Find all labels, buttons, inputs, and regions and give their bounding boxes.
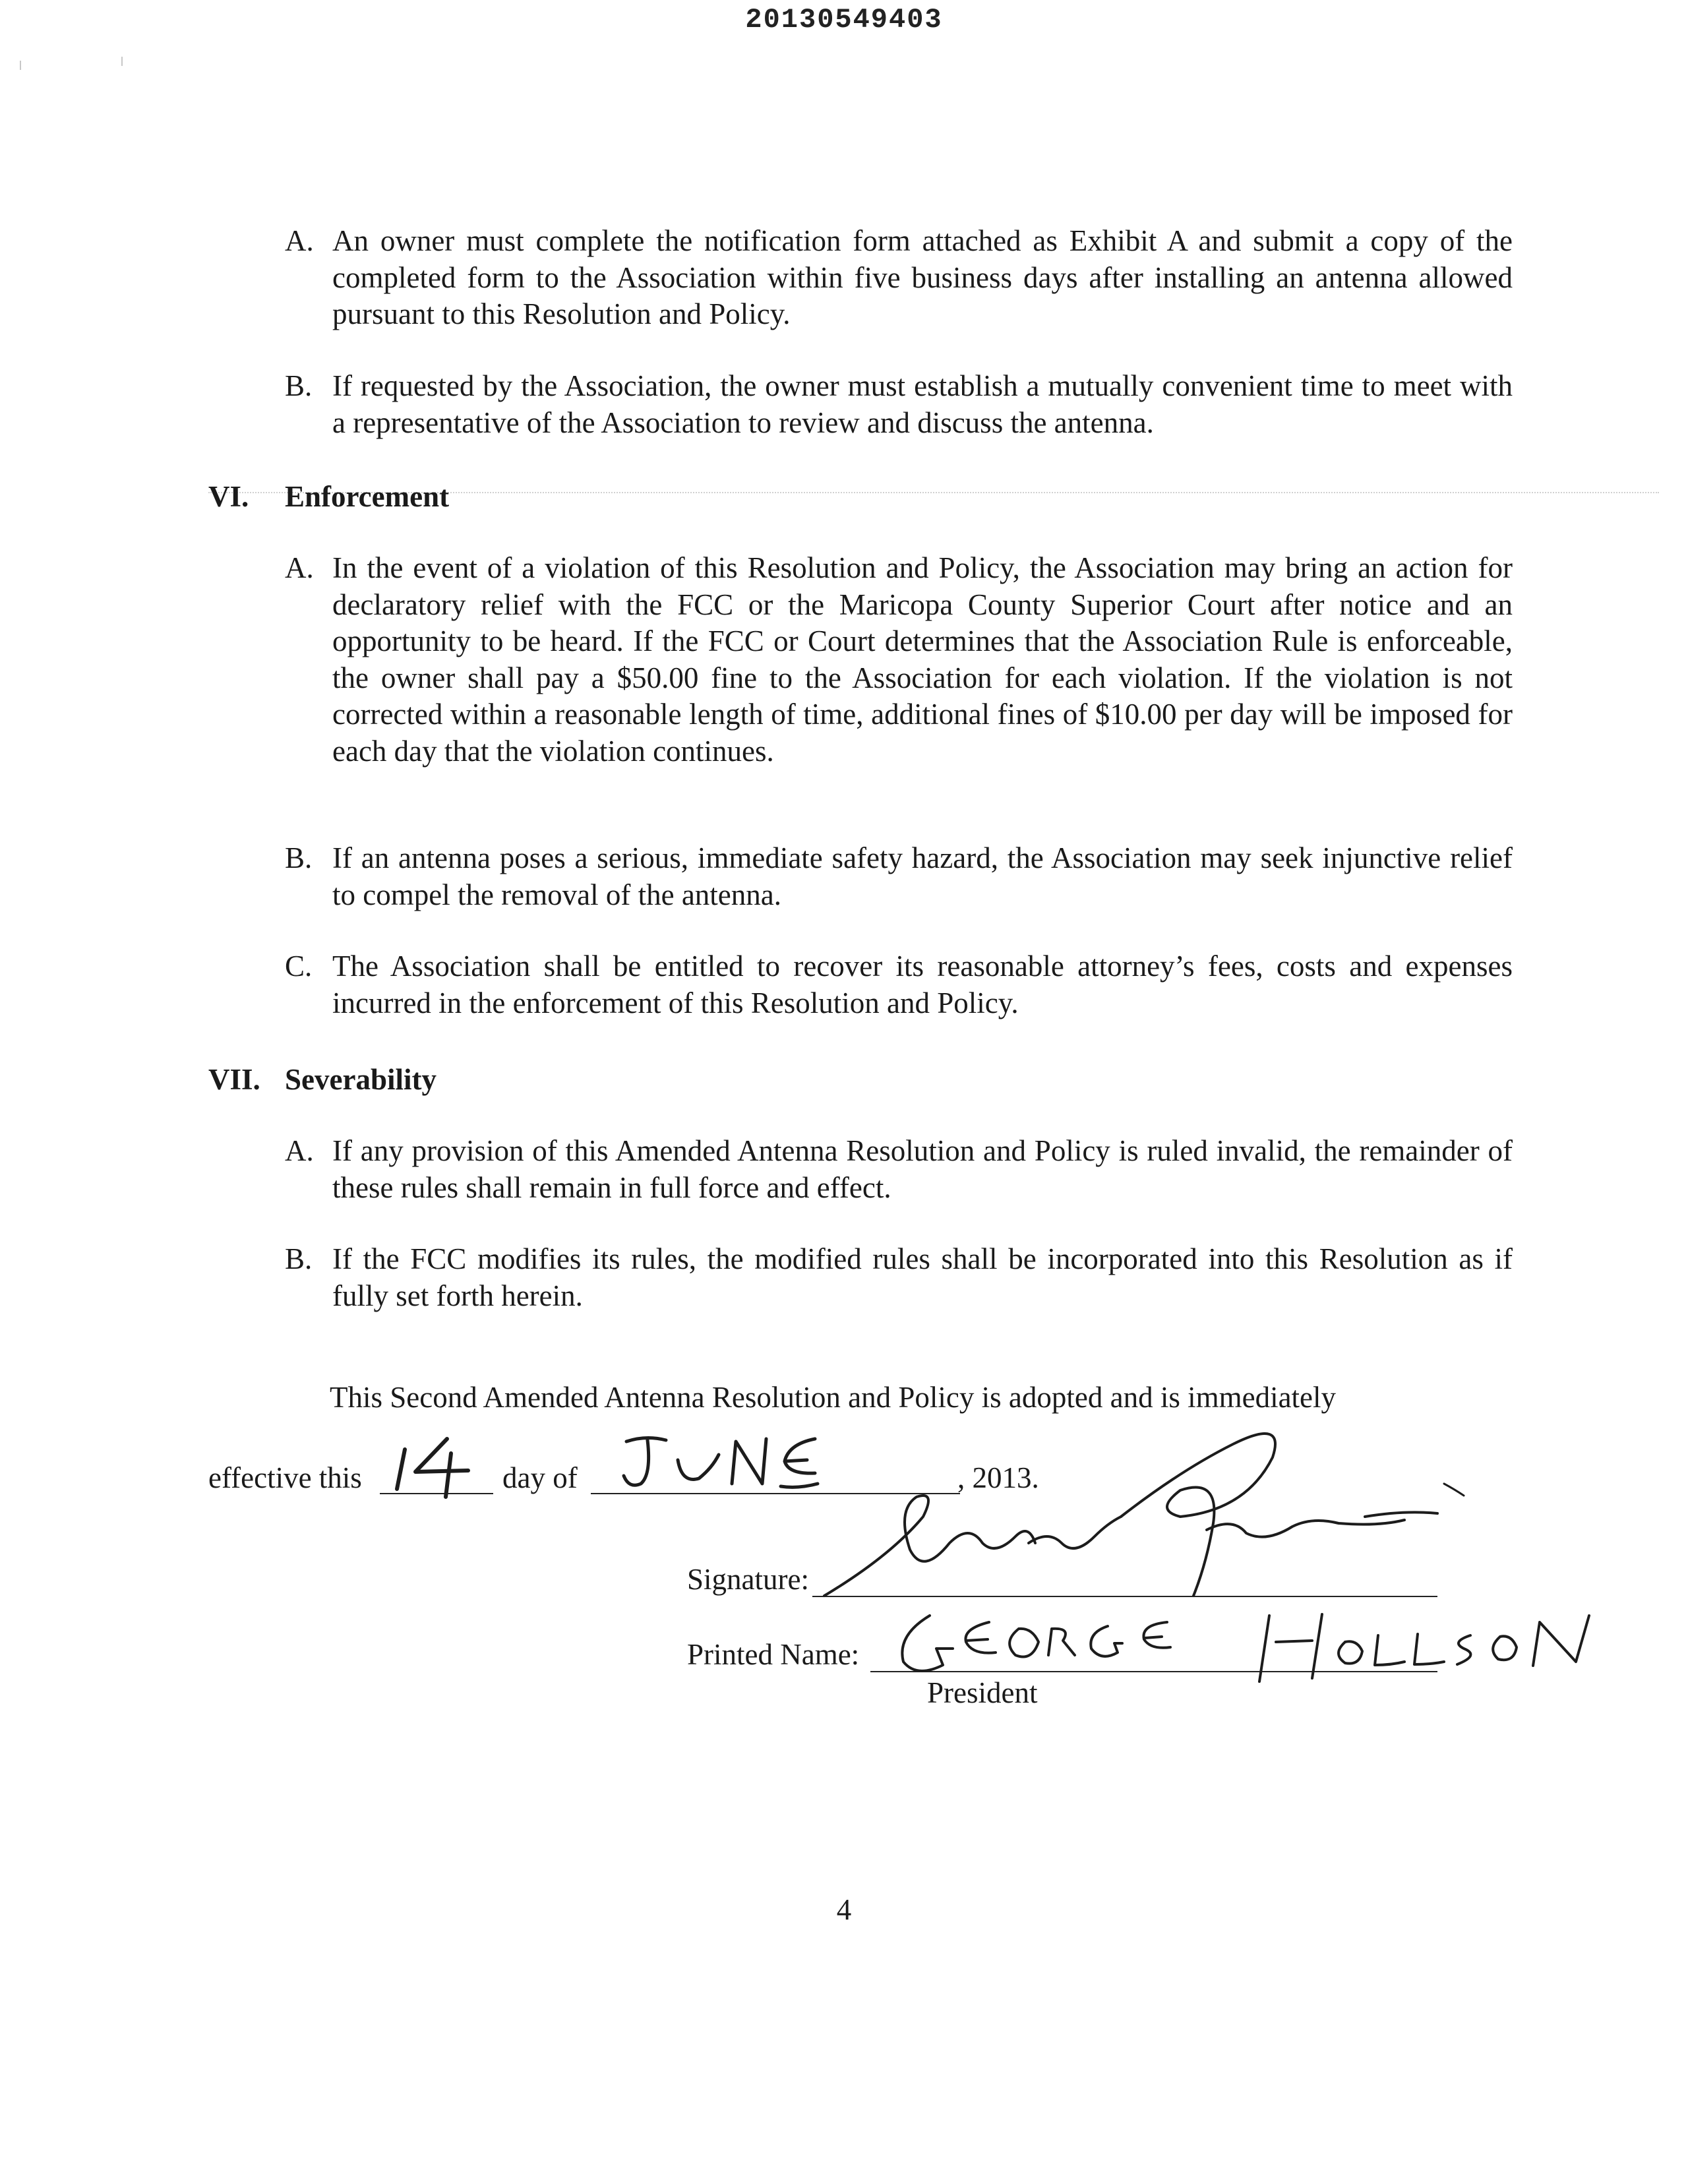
handwriting-stroke bbox=[1143, 1622, 1170, 1648]
item-text: The Association shall be entitled to recover its reasonable attorney’s fees, costs and expenses incurred in the enforcement of this Resolution and Policy. bbox=[332, 950, 1513, 1019]
handwriting-stroke bbox=[1457, 1635, 1470, 1664]
handwriting-stroke bbox=[1533, 1616, 1589, 1666]
handwriting-stroke bbox=[1048, 1629, 1075, 1655]
handwriting-stroke bbox=[1121, 1434, 1275, 1596]
year-text: , 2013. bbox=[957, 1461, 1039, 1494]
list-item bbox=[285, 948, 1513, 1021]
item-text: If an antenna poses a serious, immediate safety hazard, the Association may seek injunctive relief to compel the removal of the antenna. bbox=[332, 841, 1513, 911]
section-number: VI. bbox=[208, 480, 249, 513]
printed-name-label: Printed Name: bbox=[687, 1638, 860, 1671]
section-heading-enforcement bbox=[208, 479, 449, 515]
effective-prefix: effective this bbox=[208, 1461, 362, 1494]
handwriting-stroke bbox=[1365, 1512, 1437, 1517]
day-of-label: day of bbox=[502, 1461, 578, 1494]
item-label: B. bbox=[285, 1242, 313, 1275]
handwriting-stroke bbox=[1010, 1629, 1039, 1657]
page-number: 4 bbox=[836, 1893, 852, 1926]
handwriting-stroke bbox=[1444, 1484, 1464, 1496]
item-label: A. bbox=[285, 1134, 314, 1167]
list-item bbox=[285, 223, 1513, 333]
signer-title: President bbox=[927, 1676, 1038, 1709]
handwriting-stroke bbox=[824, 1496, 1035, 1596]
handwriting-stroke bbox=[1339, 1641, 1362, 1663]
section-title: Enforcement bbox=[285, 480, 450, 513]
list-item bbox=[285, 368, 1513, 441]
handwriting-stroke bbox=[624, 1438, 666, 1485]
section-number: VII. bbox=[208, 1063, 260, 1096]
item-text: In the event of a violation of this Resolution and Policy, the Association may bring an action for declaratory relief with the FCC or the Maricopa County Superior Court after notice and an opportunity to be heard. If the FCC or Court determines that the Association Rule is enforceable, the owner shall pay a $50.00 fine to the Association for each violation. If the violation is not corrected within a reasonable length of time, additional fines of $10.00 per day will be imposed for each day that the violation continues. bbox=[332, 551, 1513, 768]
item-label: A. bbox=[285, 224, 314, 257]
item-text: If requested by the Association, the owner must establish a mutually convenient time to meet with a representative of the Association to review and discuss the antenna. bbox=[332, 369, 1513, 439]
list-item bbox=[285, 1133, 1513, 1206]
handwriting-stroke bbox=[1029, 1517, 1121, 1548]
item-label: B. bbox=[285, 841, 313, 874]
item-text: An owner must complete the notification form attached as Exhibit A and submit a copy of the completed form to the Association within five business days after installing an antenna allowed pursuant to this Resolution and Policy. bbox=[332, 224, 1513, 330]
adoption-statement: This Second Amended Antenna Resolution and Policy is adopted and is immediately bbox=[330, 1381, 1337, 1414]
document-number: 20130549403 bbox=[745, 4, 943, 36]
handwriting-stroke bbox=[1207, 1520, 1404, 1537]
handwriting-stroke bbox=[446, 1453, 451, 1497]
section-title: Severability bbox=[285, 1063, 437, 1096]
item-text: If the FCC modifies its rules, the modified rules shall be incorporated into this Resolution as if fully set forth herein. bbox=[332, 1242, 1513, 1312]
item-label: B. bbox=[285, 369, 313, 402]
list-item bbox=[285, 840, 1513, 913]
item-text: If any provision of this Amended Antenna Resolution and Policy is ruled invalid, the remainder of these rules shall remain in full force and effect. bbox=[332, 1134, 1513, 1204]
scan-artifact bbox=[20, 61, 21, 70]
handwriting-stroke bbox=[678, 1455, 719, 1479]
list-item bbox=[285, 550, 1513, 770]
item-label: A. bbox=[285, 551, 314, 584]
handwriting-stroke bbox=[732, 1439, 766, 1484]
handwriting-stroke bbox=[1375, 1634, 1444, 1665]
handwritten-day bbox=[369, 1431, 501, 1503]
handwriting-stroke bbox=[415, 1439, 468, 1472]
handwriting-stroke bbox=[1091, 1626, 1122, 1656]
handwriting-stroke bbox=[965, 1622, 996, 1653]
handwriting-stroke bbox=[1493, 1636, 1517, 1660]
signature-label: Signature: bbox=[687, 1563, 809, 1596]
handwritten-month bbox=[620, 1428, 844, 1501]
item-label: C. bbox=[285, 950, 313, 983]
handwriting-stroke bbox=[902, 1616, 953, 1671]
section-heading-severability bbox=[208, 1062, 437, 1098]
handwritten-printed-name bbox=[890, 1602, 1629, 1688]
signature-image bbox=[811, 1418, 1589, 1616]
scan-artifact bbox=[121, 57, 123, 66]
handwriting-stroke bbox=[1259, 1614, 1322, 1682]
list-item bbox=[285, 1241, 1513, 1314]
handwriting-stroke bbox=[397, 1449, 405, 1489]
